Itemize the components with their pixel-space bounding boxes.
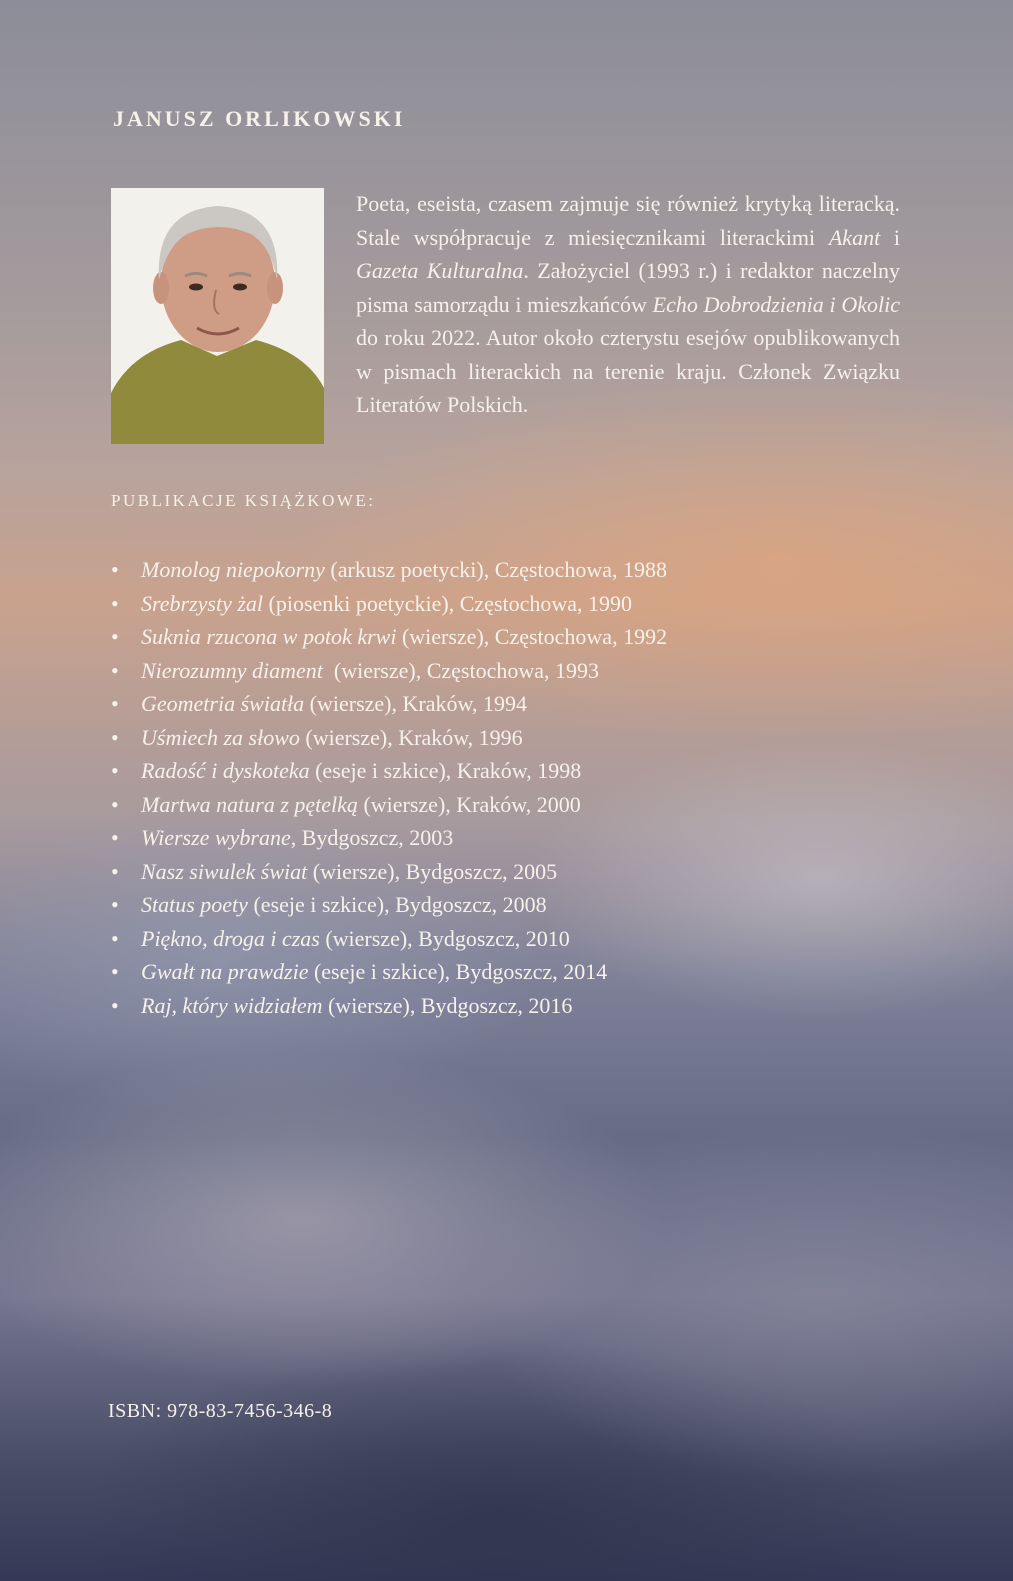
publication-title: Martwa natura z pętelką xyxy=(141,791,358,817)
bullet-icon: • xyxy=(111,557,119,582)
bullet-icon: • xyxy=(111,959,119,984)
bio-text: do roku 2022. Autor około czterystu esejów opublikowanych w pismach literackich na terenie kraju. Członek Związku Literatów Polskich. xyxy=(356,325,900,417)
publication-details: (wiersze), Kraków, 1996 xyxy=(299,724,523,750)
bullet-icon: • xyxy=(111,825,119,850)
publication-item xyxy=(111,989,667,1023)
bullet-icon: • xyxy=(111,858,119,884)
bio-magazine-title: Gazeta Kulturalna xyxy=(356,258,524,283)
bullet-icon: • xyxy=(111,925,119,951)
bullet-icon: • xyxy=(111,657,119,683)
publication-details: (wiersze), Bydgoszcz, 2010 xyxy=(319,925,570,951)
publication-item xyxy=(111,721,667,755)
publication-title: Status poety xyxy=(141,892,248,917)
bullet-icon: • xyxy=(111,992,119,1018)
publication-title: Radość i dyskoteka xyxy=(141,758,310,783)
publication-title: Suknia rzucona w potok krwi xyxy=(141,624,397,649)
publication-title: Srebrzysty żal xyxy=(141,590,264,616)
publication-item xyxy=(111,553,667,587)
publication-item xyxy=(111,687,667,721)
publication-title: Nierozumny diament xyxy=(141,657,323,683)
publication-details: Bydgoszcz, 2003 xyxy=(296,825,454,850)
bullet-icon: • xyxy=(111,624,119,649)
publication-item xyxy=(111,788,667,822)
publication-item xyxy=(111,955,667,989)
bio-text: . Założyciel (1993 r.) i redaktor naczelny pisma samorządu i mieszkańców xyxy=(356,258,900,317)
publications-heading: PUBLIKACJE KSIĄŻKOWE: xyxy=(111,491,376,510)
bullet-icon: • xyxy=(111,691,119,716)
publication-title: Wiersze wybrane, xyxy=(141,825,297,850)
bullet-icon: • xyxy=(111,724,119,750)
bio-text: i xyxy=(880,224,900,250)
publication-item xyxy=(111,922,667,956)
publication-details: (wiersze), Kraków, 2000 xyxy=(357,791,581,817)
publication-item xyxy=(111,620,667,654)
isbn-number: ISBN: 978-83-7456-346-8 xyxy=(108,1400,333,1422)
publication-details: (arkusz poetycki), Częstochowa, 1988 xyxy=(324,557,668,582)
bullet-icon: • xyxy=(111,758,119,783)
publication-item xyxy=(111,587,667,621)
publication-item xyxy=(111,654,667,688)
bio-magazine-title: Echo Dobrodzienia i Okolic xyxy=(652,291,900,317)
publication-details: (eseje i szkice), Bydgoszcz, 2008 xyxy=(247,892,547,917)
publication-details: (wiersze), Bydgoszcz, 2016 xyxy=(322,992,573,1018)
publication-title: Nasz siwulek świat xyxy=(141,858,308,884)
publication-title: Geometria światła xyxy=(141,691,305,716)
publication-item xyxy=(111,855,667,889)
bullet-icon: • xyxy=(111,590,119,616)
publication-item xyxy=(111,821,667,855)
publication-details: (eseje i szkice), Bydgoszcz, 2014 xyxy=(308,959,608,984)
author-name: JANUSZ ORLIKOWSKI xyxy=(113,106,406,131)
publication-details: (eseje i szkice), Kraków, 1998 xyxy=(309,758,582,783)
publication-details: (wiersze), Kraków, 1994 xyxy=(304,691,527,716)
publication-details: (wiersze), Bydgoszcz, 2005 xyxy=(307,858,558,884)
publications-list xyxy=(111,553,667,1022)
bio-magazine-title: Akant xyxy=(828,224,881,250)
author-photo xyxy=(111,188,324,444)
bullet-icon: • xyxy=(111,892,119,917)
publication-item xyxy=(111,754,667,788)
publication-title: Raj, który widziałem xyxy=(141,992,323,1018)
publication-details: (wiersze), Częstochowa, 1993 xyxy=(322,657,600,683)
author-bio xyxy=(356,187,900,422)
publication-details: (wiersze), Częstochowa, 1992 xyxy=(396,624,668,649)
publication-title: Uśmiech za słowo xyxy=(141,724,300,750)
publication-title: Piękno, droga i czas xyxy=(141,925,320,951)
publication-title: Gwałt na prawdzie xyxy=(141,959,309,984)
publication-item xyxy=(111,888,667,922)
bio-text: Poeta, eseista, czasem zajmuje się również krytyką literacką. Stale współpracuje z miesięcznikami literackimi xyxy=(356,191,900,250)
bullet-icon: • xyxy=(111,791,119,817)
publication-title: Monolog niepokorny xyxy=(141,557,325,582)
publication-details: (piosenki poetyckie), Częstochowa, 1990 xyxy=(263,590,633,616)
